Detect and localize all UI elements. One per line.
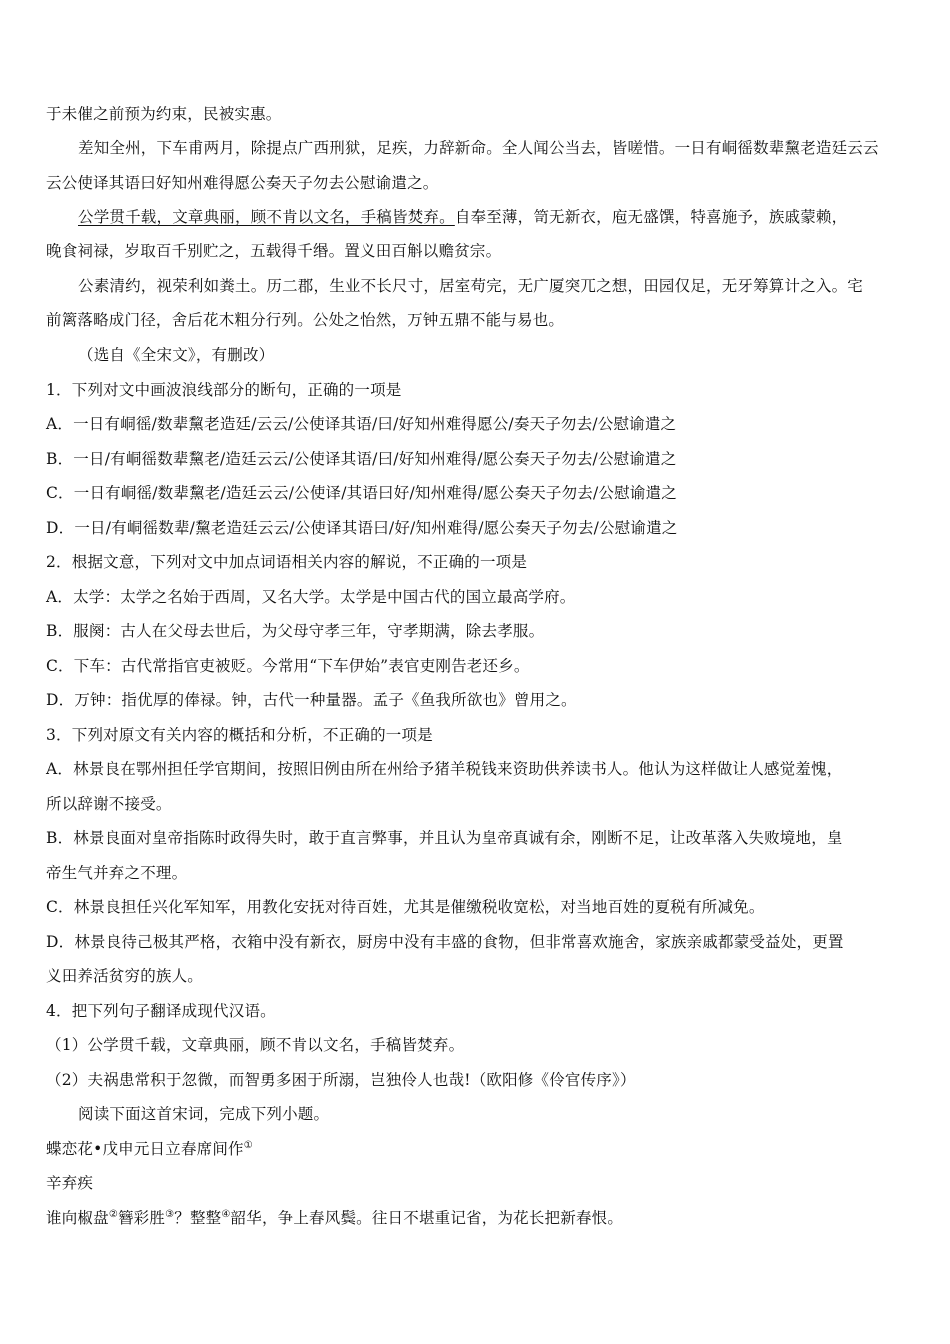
question-3-option-a-cont: 所以辞谢不接受。 (46, 795, 172, 813)
question-2-option-b: B．服阕：古人在父母去世后，为父母守孝三年，守孝期满，除去孝服。 (46, 622, 545, 640)
poem-text: ？整整 (174, 1209, 222, 1227)
question-2-option-d: D．万钟：指优厚的俸禄。钟，古代一种量器。孟子《鱼我所欲也》曾用之。 (46, 691, 577, 709)
source-citation: （选自《全宋文》，有删改） (78, 346, 275, 364)
question-2-option-c: C．下车：古代常指官吏被贬。今常用“下车伊始”表官吏刚告老还乡。 (46, 657, 530, 675)
question-3-option-b: B．林景良面对皇帝指陈时政得失时，敢于直言弊事，并且认为皇帝真诚有余，刚断不足，让改革落入失败境地，皇 (46, 829, 843, 847)
question-3-option-b-cont: 帝生气并弃之不理。 (46, 864, 188, 882)
poem-text: 谁向椒盘 (46, 1209, 109, 1227)
footnote-marker: ② (108, 1208, 118, 1220)
question-2: 2．根据文意，下列对文中加点词语相关内容的解说，不正确的一项是 (46, 553, 528, 571)
question-3-option-d-cont: 义田养活贫穷的族人。 (46, 967, 204, 985)
passage-line: 云公使译其语曰好知州难得愿公奏天子勿去公慰谕遣之。 (46, 174, 439, 192)
footnote-marker: ① (243, 1139, 253, 1151)
question-1-option-d: D．一日/有峒徭数辈/黧老造廷云云/公使译其语曰/好/知州难得/愿公奏天子勿去/公慰谕遣之 (46, 519, 678, 537)
footnote-marker: ④ (221, 1208, 231, 1220)
question-1-option-b: B．一日/有峒徭数辈黧老/造廷云云/公使译其语/曰/好知州难得/愿公奏天子勿去/公慰谕遣之 (46, 450, 677, 468)
passage-line: 差知全州，下车甫两月，除提点广西刑狱，足疾，力辞新命。全人闻公当去，皆嗟惜。一日有峒徭数辈黧老造廷云云 (78, 139, 879, 157)
footnote-marker: ③ (165, 1208, 175, 1220)
poem-title (46, 1139, 253, 1159)
question-4: 4．把下列句子翻译成现代汉语。 (46, 1002, 276, 1020)
question-2-option-a: A．太学：太学之名始于西周，又名大学。太学是中国古代的国立最高学府。 (46, 588, 576, 606)
question-3-option-d: D．林景良待己极其严格，衣箱中没有新衣，厨房中没有丰盛的食物，但非常喜欢施舍，家族亲戚都蒙受益处，更置 (46, 933, 844, 951)
poem-text: 簪彩胜 (117, 1209, 166, 1227)
question-3-option-a: A．林景良在鄂州担任学官期间，按照旧例由所在州给予猪羊税钱来资助供养读书人。他认为这样做让人感觉羞愧， (46, 760, 843, 778)
question-4-item-1: （1）公学贯千载，文章典丽，顾不肯以文名，手稿皆焚弃。 (46, 1036, 465, 1054)
passage-line: 于未催之前预为约束，民被实惠。 (46, 105, 282, 123)
question-3-option-c: C．林景良担任兴化军知军，用教化安抚对待百姓，尤其是催缴税收宽松，对当地百姓的夏税有所减免。 (46, 898, 765, 916)
poem-text: 韶华，争上春风鬓。往日不堪重记省，为花长把新春恨。 (230, 1209, 624, 1227)
question-1: 1．下列对文中画波浪线部分的断句，正确的一项是 (46, 381, 402, 399)
passage-text: 自奉至薄，笥无新衣，庖无盛馔，特喜施予，族戚蒙赖， (454, 208, 848, 226)
question-3: 3．下列对原文有关内容的概括和分析，不正确的一项是 (46, 726, 433, 744)
passage-line (78, 207, 847, 227)
question-1-option-a: A．一日有峒徭/数辈黧老造廷/云云/公使译其语/曰/好知州难得愿公/奏天子勿去/公慰谕遣之 (46, 415, 677, 433)
passage-line: 公素清约，视荣利如粪土。历二郡，生业不长尺寸，居室苟完，无广厦突兀之想，田园仅足，无牙筹算计之入。宅 (78, 277, 864, 295)
passage-line: 晚食祠禄，岁取百千别贮之，五载得千缗。置义田百斛以赡贫宗。 (46, 242, 502, 260)
passage-line: 前篱落略成门径，舍后花木粗分行列。公处之怡然，万钟五鼎不能与易也。 (46, 311, 565, 329)
question-1-option-c: C．一日有峒徭/数辈黧老/造廷云云/公使译/其语曰好/知州难得/愿公奏天子勿去/公慰谕遣之 (46, 484, 677, 502)
question-4-item-2: （2）夫祸患常积于忽微，而智勇多困于所溺，岂独伶人也哉!（欧阳修《伶官传序》） (46, 1071, 636, 1089)
poem-author: 辛弃疾 (46, 1174, 94, 1192)
underlined-sentence: 公学贯千载，文章典丽，顾不肯以文名，手稿皆焚弃。 (78, 208, 455, 226)
poem-line-1 (46, 1208, 623, 1228)
poem-title-text: 蝶恋花•戊申元日立春席间作 (46, 1140, 244, 1158)
poem-intro: 阅读下面这首宋词，完成下列小题。 (78, 1105, 330, 1123)
